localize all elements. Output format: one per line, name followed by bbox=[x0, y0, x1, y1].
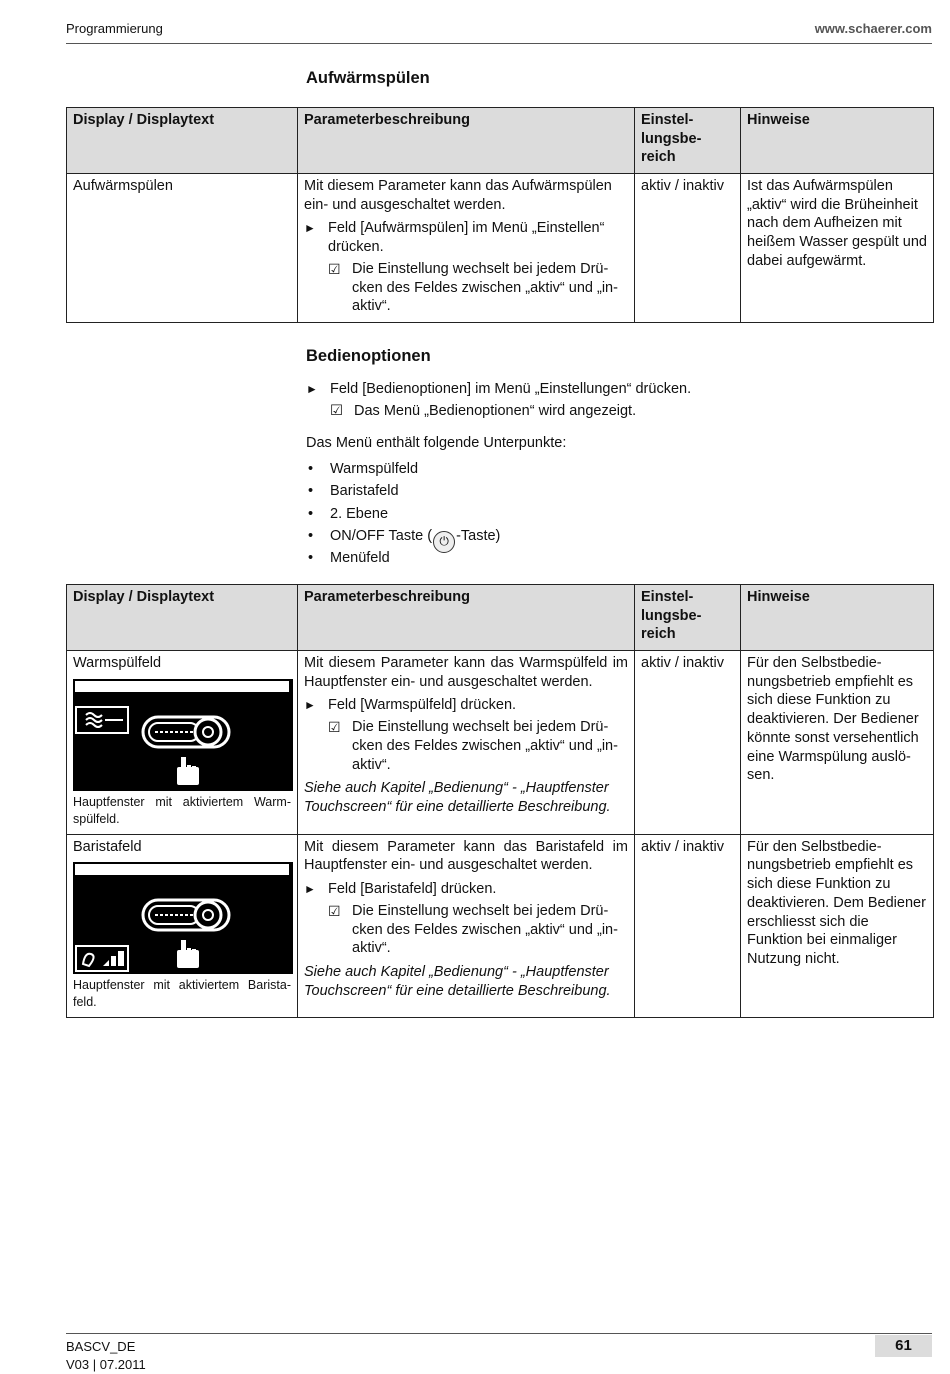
touchscreen-preview bbox=[73, 679, 293, 791]
instruction-step bbox=[304, 219, 628, 256]
cell-notes: Für den Selbstbedie-nungsbetrieb empfiehlt es sich diese Funktion zu deaktivieren. Dem Bediener erschliesst sich die Funktion bei einmaliger Nutzung nicht. bbox=[741, 834, 934, 1018]
cell-description bbox=[298, 651, 635, 835]
list-item-label: Menüfeld bbox=[330, 550, 390, 567]
instruction-result bbox=[304, 718, 628, 774]
table-row bbox=[67, 174, 934, 323]
triangle-right-icon: ► bbox=[304, 882, 316, 897]
cell-notes: Ist das Aufwärmspülen „aktiv“ wird die Brüheinheit nach dem Aufheizen mit heißem Wasser gespült und dabei aufgewärmt. bbox=[741, 174, 934, 323]
step-text: Feld [Aufwärmspülen] im Menü „Einstellen“ drücken. bbox=[328, 220, 605, 256]
step-text: Feld [Baristafeld] drücken. bbox=[328, 881, 497, 898]
column-header-range: Einstel-lungsbe-reich bbox=[635, 585, 741, 651]
bullet-icon: • bbox=[308, 550, 314, 567]
touchscreen-graphic bbox=[73, 862, 293, 974]
screen-caption: Hauptfenster mit aktiviertem Barista-feld. bbox=[73, 978, 291, 1010]
column-header-display: Display / Displaytext bbox=[67, 108, 298, 174]
description-text: Mit diesem Parameter kann das Warmspülfeld im Hauptfenster ein- und ausgeschaltet werden. bbox=[304, 655, 628, 690]
list-item bbox=[306, 458, 906, 480]
result-text: Das Menü „Bedienoptionen“ wird angezeigt. bbox=[354, 403, 637, 419]
hand-pointer-icon bbox=[177, 757, 199, 785]
touchscreen-graphic bbox=[73, 679, 293, 791]
instruction-result bbox=[306, 400, 906, 422]
checkbox-checked-icon: ☑ bbox=[328, 260, 341, 277]
list-item-label: Warmspülfeld bbox=[330, 461, 419, 477]
instruction-step bbox=[306, 378, 906, 400]
list-item bbox=[306, 525, 906, 547]
footer-doc-code: BASCV_DE bbox=[66, 1339, 136, 1354]
triangle-right-icon: ► bbox=[304, 698, 316, 713]
header-chapter: Programmierung bbox=[66, 21, 163, 36]
checkbox-checked-icon: ☑ bbox=[328, 902, 341, 919]
bullet-icon: • bbox=[308, 483, 314, 500]
cell-description bbox=[298, 834, 635, 1018]
aufwaermspuelen-table bbox=[66, 107, 934, 323]
list-item bbox=[306, 503, 906, 525]
cell-range: aktiv / inaktiv bbox=[635, 174, 741, 323]
table-row bbox=[67, 834, 934, 1018]
bullet-icon: • bbox=[308, 461, 314, 477]
display-label: Warmspülfeld bbox=[73, 655, 162, 671]
table-header-row bbox=[67, 108, 934, 174]
column-header-notes: Hinweise bbox=[741, 585, 934, 651]
header-divider bbox=[66, 43, 932, 44]
column-header-range: Einstel-lungsbe-reich bbox=[635, 108, 741, 174]
table-row bbox=[67, 651, 934, 835]
cross-reference: Siehe auch Kapitel „Bedienung“ - „Hauptfenster Touchscreen“ für eine detaillierte Beschreibung. bbox=[304, 963, 611, 999]
triangle-right-icon: ► bbox=[306, 382, 318, 396]
step-text: Feld [Warmspülfeld] drücken. bbox=[328, 697, 517, 714]
column-header-description: Parameterbeschreibung bbox=[298, 108, 635, 174]
page-number: 61 bbox=[875, 1335, 932, 1357]
table-header-row bbox=[67, 585, 934, 651]
cell-notes: Für den Selbstbedie-nungsbetrieb empfiehlt es sich diese Funktion zu deaktivieren. Der Bediener könnte sonst versehentlich eine Warmspülung auslö-sen. bbox=[741, 651, 934, 835]
checkbox-checked-icon: ☑ bbox=[330, 403, 343, 419]
list-item bbox=[306, 480, 906, 502]
footer-divider bbox=[66, 1333, 932, 1334]
cell-range: aktiv / inaktiv bbox=[635, 651, 741, 835]
result-text: Die Einstellung wechselt bei jedem Drü-cken des Feldes zwischen „aktiv“ und „in-aktiv“. bbox=[352, 260, 618, 315]
power-icon: ⏻ bbox=[433, 531, 455, 553]
list-item-label-suffix: -Taste) bbox=[456, 527, 501, 544]
footer-version: V03 | 07.2011 bbox=[66, 1357, 146, 1372]
list-item-label: 2. Ebene bbox=[330, 505, 389, 522]
cup-toggle-icon bbox=[143, 900, 229, 930]
column-header-description: Parameterbeschreibung bbox=[298, 585, 635, 651]
instruction-result bbox=[304, 260, 628, 316]
list-item-label: ON/OFF Taste ( bbox=[330, 527, 433, 544]
touchscreen-preview bbox=[73, 862, 293, 974]
barista-field-icon bbox=[76, 946, 128, 971]
cup-toggle-icon bbox=[143, 717, 229, 747]
checkbox-checked-icon: ☑ bbox=[328, 719, 341, 736]
cell-display: Aufwärmspülen bbox=[67, 174, 298, 323]
instruction-result bbox=[304, 902, 628, 958]
bedienoptionen-intro bbox=[306, 378, 906, 569]
header-website: www.schaerer.com bbox=[814, 21, 932, 36]
hand-pointer-icon bbox=[177, 940, 199, 968]
step-text: Feld [Bedienoptionen] im Menü „Einstellungen“ drücken. bbox=[330, 381, 692, 397]
footer-document-info bbox=[66, 1338, 146, 1374]
bullet-icon: • bbox=[308, 505, 314, 522]
section-title-aufwaermspuelen: Aufwärmspülen bbox=[306, 69, 430, 87]
description-text: Mit diesem Parameter kann das Baristafeld im Hauptfenster ein- und ausgeschaltet werden. bbox=[304, 838, 628, 874]
submenu-intro: Das Menü enthält folgende Unterpunkte: bbox=[306, 435, 567, 451]
list-item-label: Baristafeld bbox=[330, 483, 399, 500]
list-item bbox=[306, 547, 906, 569]
instruction-step bbox=[304, 880, 628, 899]
column-header-display: Display / Displaytext bbox=[67, 585, 298, 651]
screen-caption: Hauptfenster mit aktiviertem Warm-spülfeld. bbox=[73, 794, 291, 826]
submenu-list bbox=[306, 458, 906, 569]
bedienoptionen-table bbox=[66, 584, 934, 1018]
cross-reference: Siehe auch Kapitel „Bedienung“ - „Hauptfenster Touchscreen“ für eine detaillierte Beschreibung. bbox=[304, 780, 611, 815]
column-header-notes: Hinweise bbox=[741, 108, 934, 174]
display-label: Baristafeld bbox=[73, 838, 142, 855]
bullet-icon: • bbox=[308, 527, 314, 544]
cell-display bbox=[67, 651, 298, 835]
cell-range: aktiv / inaktiv bbox=[635, 834, 741, 1018]
section-title-bedienoptionen: Bedienoptionen bbox=[306, 347, 431, 365]
result-text: Die Einstellung wechselt bei jedem Drü-cken des Feldes zwischen „aktiv“ und „in-aktiv“. bbox=[352, 719, 618, 773]
result-text: Die Einstellung wechselt bei jedem Drü-cken des Feldes zwischen „aktiv“ und „in-aktiv“. bbox=[352, 902, 618, 957]
cell-description bbox=[298, 174, 635, 323]
cell-display bbox=[67, 834, 298, 1018]
triangle-right-icon: ► bbox=[304, 221, 316, 236]
description-text: Mit diesem Parameter kann das Aufwärmspülen ein- und ausgeschaltet werden. bbox=[304, 178, 612, 213]
instruction-step bbox=[304, 696, 628, 715]
